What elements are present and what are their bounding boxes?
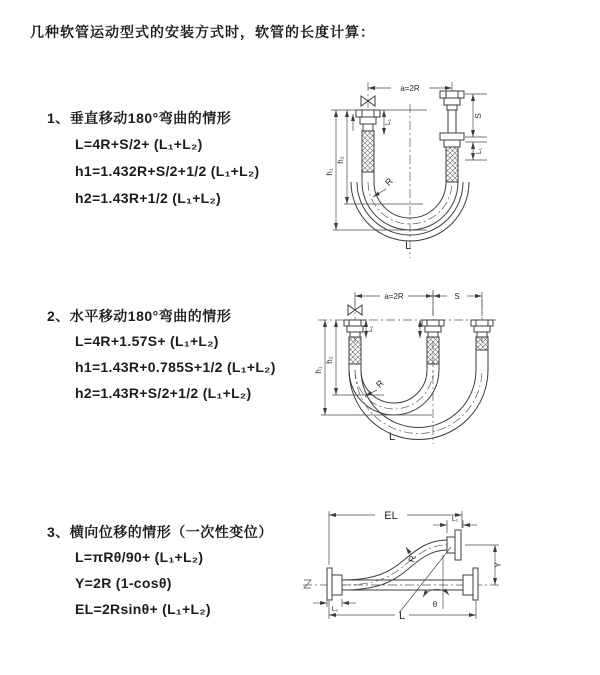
right-pipe <box>471 320 493 370</box>
dim-label-h2: h₂ <box>336 156 345 164</box>
dim-label-el: EL <box>384 510 398 522</box>
l-dimension <box>329 601 476 622</box>
dim-label-l: L <box>388 431 396 443</box>
dim-label-s: S <box>454 292 460 301</box>
formula: Y=2R (1-cosθ) <box>75 575 172 591</box>
dim-label-r: R <box>406 554 418 564</box>
right-pipe <box>440 91 464 182</box>
top-dimension <box>368 84 452 93</box>
datum-symbol <box>304 580 311 588</box>
braided-hose-section <box>446 147 458 182</box>
connector-dimension-left <box>384 110 392 135</box>
dim-label-theta: θ <box>432 600 438 609</box>
el-dimension <box>329 510 462 565</box>
radius-callout <box>365 378 386 396</box>
dim-label-l1: L₁ <box>451 516 459 523</box>
diagram-lateral-displacement <box>295 503 600 653</box>
braided-hose-section <box>349 337 361 364</box>
braided-hose-section <box>362 131 374 172</box>
formula: h1=1.43R+0.785S+1/2 (L₁+L₂) <box>75 359 276 375</box>
dim-label-l: L <box>404 240 412 252</box>
travel-dimension <box>465 94 487 160</box>
straight-pipe <box>327 568 478 600</box>
left-pipe <box>356 110 380 182</box>
formula: h2=1.43R+1/2 (L₁+L₂) <box>75 190 222 206</box>
dim-label-l1: L₁ <box>367 325 374 333</box>
formula: h2=1.43R+S/2+1/2 (L₁+L₂) <box>75 385 252 401</box>
left-pipe <box>344 320 366 370</box>
formula: L=4R+1.57S+ (L₁+L₂) <box>75 333 219 349</box>
dim-label-l1-right: L₁ <box>476 147 483 155</box>
dim-label-h1: h₁ <box>325 168 334 176</box>
middle-pipe <box>422 320 444 370</box>
dim-label-h2: h₂ <box>325 356 334 364</box>
diagram-vertical-180-bend <box>305 68 590 263</box>
section-3-heading: 3、横向位移的情形（一次性变位） <box>47 524 273 540</box>
formula: h1=1.432R+S/2+1/2 (L₁+L₂) <box>75 163 260 179</box>
dim-label-s: S <box>474 113 483 119</box>
page-title: 几种软管运动型式的安装方式时，软管的长度计算： <box>30 24 375 40</box>
dim-label-y: Y <box>493 561 503 569</box>
dim-label-l2: L₂ <box>331 606 339 613</box>
connector-dimension-left <box>313 599 356 613</box>
height-dimensions <box>325 110 427 230</box>
centerlines <box>318 290 496 444</box>
height-dimensions <box>314 320 432 415</box>
dim-label-r: R <box>374 378 386 390</box>
dim-label-r: R <box>383 176 395 188</box>
dim-label-a2r: a=2R <box>384 292 404 301</box>
braided-hose-section <box>427 337 439 364</box>
diagram-horizontal-180-bend <box>308 282 600 460</box>
formula: L=4R+S/2+ (L₁+L₂) <box>75 136 203 152</box>
formula: L=πRθ/90+ (L₁+L₂) <box>75 549 204 565</box>
braided-hose-section <box>476 337 488 350</box>
dim-label-l1: L₁ <box>385 118 392 126</box>
top-dimensions <box>355 292 482 316</box>
section-2-heading: 2、水平移动180°弯曲的情形 <box>47 308 232 324</box>
connector-dimensions <box>366 320 420 338</box>
hose-u-bends <box>349 370 488 440</box>
dim-label-l: L <box>398 610 406 622</box>
formula: EL=2Rsinθ+ (L₁+L₂) <box>75 601 211 617</box>
dim-label-h1: h₁ <box>314 366 323 374</box>
section-1-heading: 1、垂直移动180°弯曲的情形 <box>47 110 232 126</box>
radius-callout <box>406 547 418 564</box>
dim-label-a2r: a=2R <box>400 84 420 93</box>
